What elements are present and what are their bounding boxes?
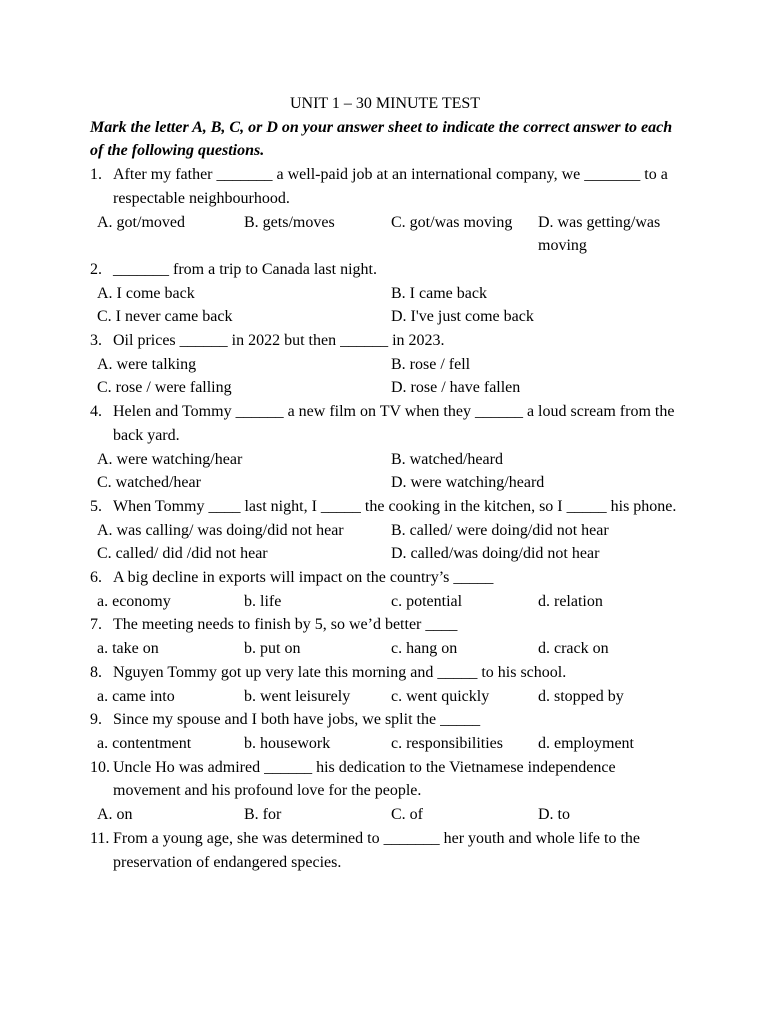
option-c[interactable]: C. got/was moving <box>391 213 513 231</box>
question-text: The meeting needs to finish by 5, so we’d better ____ <box>113 616 458 634</box>
question-number: 3. <box>90 332 102 350</box>
question-1 <box>90 163 680 210</box>
option-d[interactable]: D. to <box>538 806 570 824</box>
option-b[interactable]: b. put on <box>244 640 301 658</box>
question-number: 2. <box>90 260 102 278</box>
question-text: Since my spouse and I both have jobs, we split the _____ <box>113 711 481 729</box>
option-a[interactable]: A. was calling/ was doing/did not hear <box>97 521 344 539</box>
options-6 <box>90 590 680 614</box>
option-b[interactable]: B. rose / fell <box>391 355 471 373</box>
question-text: From a young age, she was determined to _______ her youth and whole life to the preservation of endangered species. <box>113 829 640 871</box>
question-number: 4. <box>90 403 102 421</box>
options-8 <box>90 685 680 709</box>
option-b[interactable]: b. life <box>244 592 282 610</box>
question-5 <box>90 495 680 519</box>
question-8 <box>90 661 680 685</box>
option-b[interactable]: B. watched/heard <box>391 450 503 468</box>
question-number: 11. <box>90 829 110 847</box>
options-9 <box>90 732 680 756</box>
question-text: After my father _______ a well-paid job at an international company, we _______ to a respectable neighbourhood. <box>113 166 668 207</box>
options-5 <box>90 519 680 566</box>
option-c[interactable]: c. went quickly <box>391 687 490 705</box>
question-10 <box>90 756 680 803</box>
options-2 <box>90 282 680 329</box>
options-10 <box>90 803 680 827</box>
question-number: 5. <box>90 497 102 515</box>
question-6 <box>90 566 680 590</box>
option-b[interactable]: B. called/ were doing/did not hear <box>391 521 609 539</box>
option-a[interactable]: A. were watching/hear <box>97 450 243 468</box>
option-d[interactable]: D. were watching/heard <box>391 474 545 492</box>
question-11 <box>90 827 680 874</box>
option-a[interactable]: A. were talking <box>97 355 197 373</box>
question-text: A big decline in exports will impact on the country’s _____ <box>113 569 494 587</box>
option-a[interactable]: a. economy <box>97 592 171 610</box>
option-d[interactable]: d. stopped by <box>538 687 624 705</box>
question-number: 10. <box>90 758 110 776</box>
question-4 <box>90 400 680 447</box>
option-c[interactable]: c. potential <box>391 592 463 610</box>
question-2 <box>90 258 680 282</box>
option-b[interactable]: B. gets/moves <box>244 213 335 231</box>
question-3 <box>90 329 680 353</box>
option-c[interactable]: C. rose / were falling <box>97 379 232 397</box>
question-number: 7. <box>90 616 102 634</box>
option-b[interactable]: B. I came back <box>391 284 487 302</box>
options-1 <box>90 211 680 258</box>
option-d[interactable]: D. I've just come back <box>391 308 534 326</box>
options-7 <box>90 637 680 661</box>
option-c[interactable]: C. watched/hear <box>97 474 201 492</box>
option-d[interactable]: d. crack on <box>538 640 609 658</box>
options-3 <box>90 353 680 400</box>
option-b[interactable]: b. went leisurely <box>244 687 351 705</box>
option-d[interactable]: d. relation <box>538 592 603 610</box>
option-b[interactable]: B. for <box>244 806 282 824</box>
question-number: 1. <box>90 166 102 184</box>
option-d[interactable]: D. was getting/was moving <box>538 213 661 255</box>
option-a[interactable]: A. got/moved <box>97 213 185 231</box>
test-page <box>90 92 680 874</box>
question-text: _______ from a trip to Canada last night. <box>113 260 377 278</box>
question-text: Uncle Ho was admired ______ his dedication to the Vietnamese independence movement and his profound love for the people. <box>113 758 616 800</box>
question-number: 9. <box>90 711 102 729</box>
question-number: 6. <box>90 569 102 587</box>
question-9 <box>90 708 680 732</box>
question-number: 8. <box>90 663 102 681</box>
option-c[interactable]: c. responsibilities <box>391 734 503 752</box>
question-text: Nguyen Tommy got up very late this morning and _____ to his school. <box>113 663 567 681</box>
question-text: Oil prices ______ in 2022 but then ______ in 2023. <box>113 332 445 350</box>
option-c[interactable]: C. called/ did /did not hear <box>97 545 268 563</box>
option-a[interactable]: a. came into <box>97 687 175 705</box>
instruction: Mark the letter A, B, C, or D on your answer sheet to indicate the correct answer to each of the following questions. <box>90 118 673 160</box>
option-a[interactable]: a. take on <box>97 640 159 658</box>
option-c[interactable]: C. I never came back <box>97 308 233 326</box>
option-a[interactable]: A. I come back <box>97 284 195 302</box>
question-text: When Tommy ____ last night, I _____ the cooking in the kitchen, so I _____ his phone. <box>113 497 677 515</box>
options-4 <box>90 448 680 495</box>
option-c[interactable]: C. of <box>391 806 423 824</box>
option-c[interactable]: c. hang on <box>391 640 458 658</box>
question-7 <box>90 613 680 637</box>
option-d[interactable]: d. employment <box>538 734 634 752</box>
question-text: Helen and Tommy ______ a new film on TV when they ______ a loud scream from the back yard. <box>113 403 675 444</box>
page-title: UNIT 1 – 30 MINUTE TEST <box>289 95 481 112</box>
option-a[interactable]: a. contentment <box>97 734 192 752</box>
option-d[interactable]: D. rose / have fallen <box>391 379 521 397</box>
option-d[interactable]: D. called/was doing/did not hear <box>391 545 600 563</box>
option-a[interactable]: A. on <box>97 806 133 824</box>
option-b[interactable]: b. housework <box>244 734 331 752</box>
